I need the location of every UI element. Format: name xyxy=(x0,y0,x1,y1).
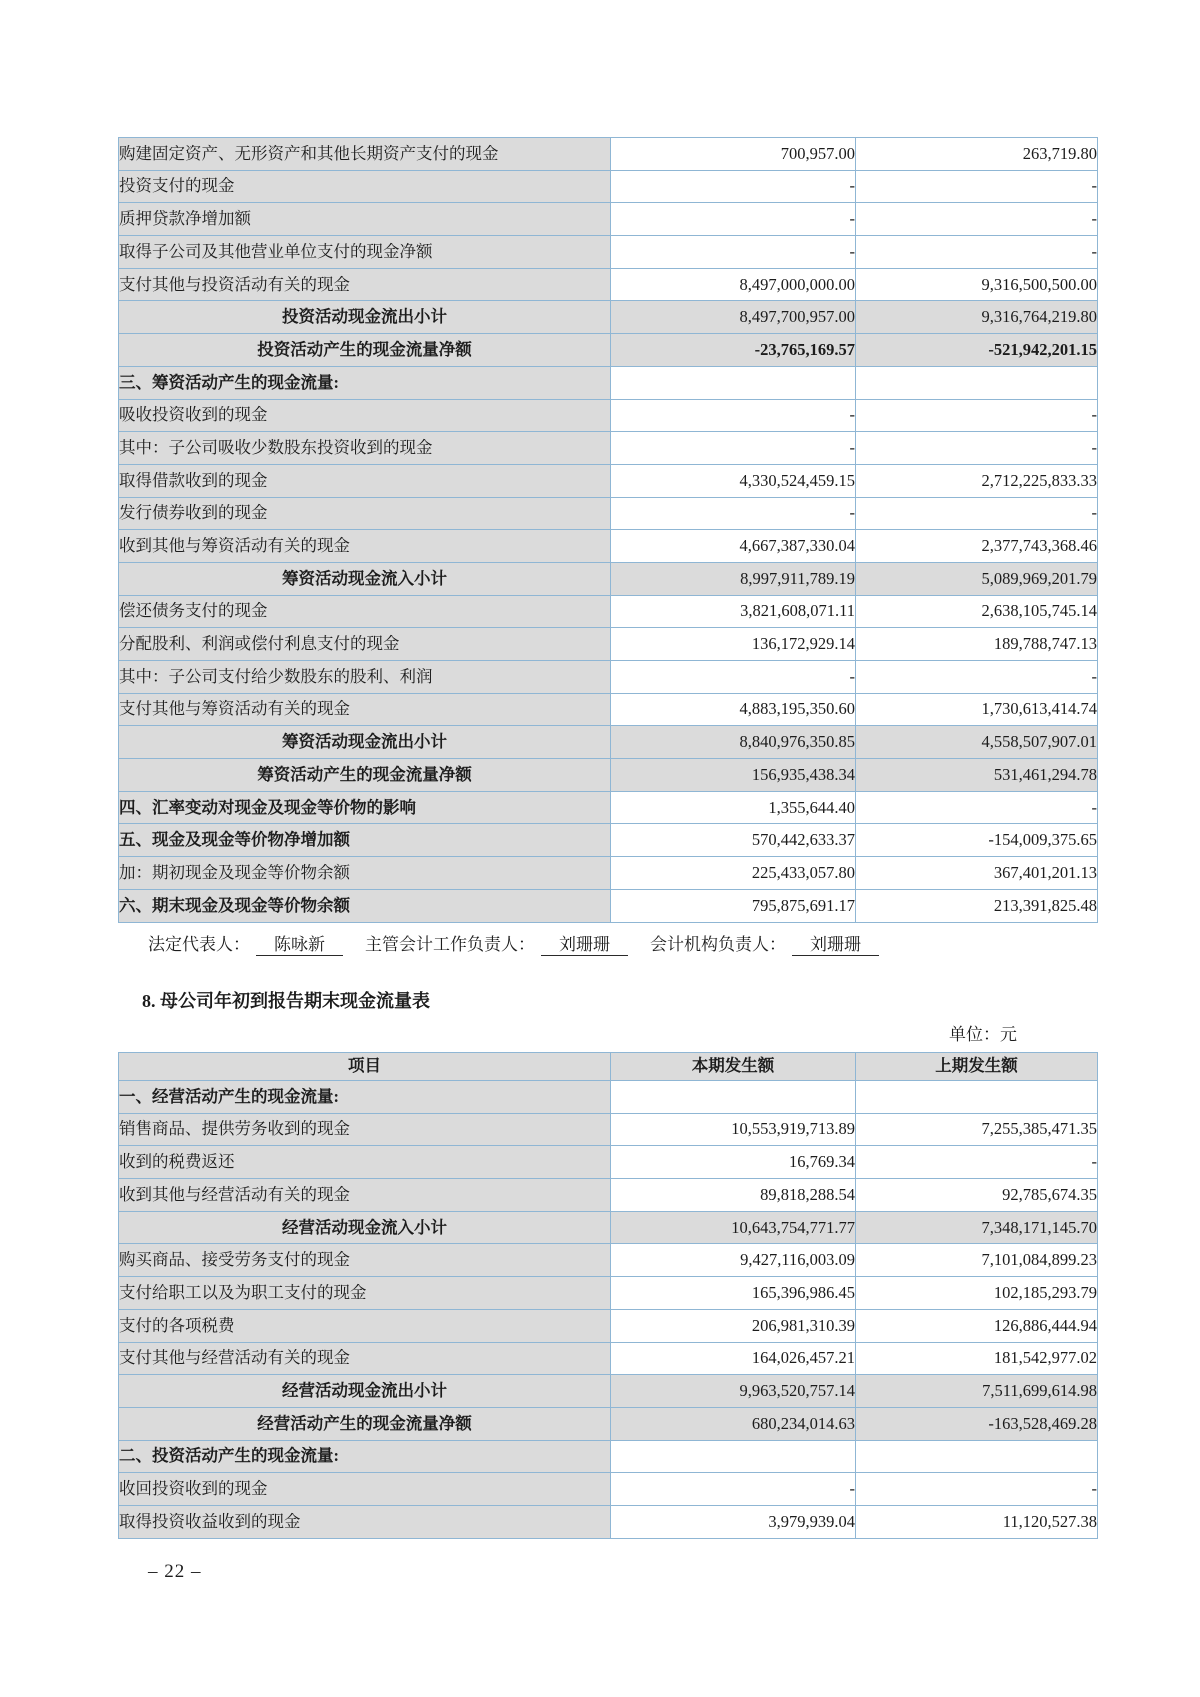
table-row xyxy=(119,857,1098,890)
table-row xyxy=(119,138,1098,171)
current-period-amount-cell: - xyxy=(611,432,856,465)
table-row xyxy=(119,399,1098,432)
current-period-column-header: 本期发生额 xyxy=(611,1053,856,1081)
previous-period-amount-cell: - xyxy=(856,1146,1098,1179)
current-period-amount-cell: - xyxy=(611,1473,856,1506)
current-period-amount-cell: 225,433,057.80 xyxy=(611,857,856,890)
row-label-cell: 收回投资收到的现金 xyxy=(119,1473,611,1506)
row-label-cell: 收到其他与经营活动有关的现金 xyxy=(119,1179,611,1212)
current-period-amount-cell: 700,957.00 xyxy=(611,138,856,171)
table-row xyxy=(119,1407,1098,1440)
current-period-amount-cell: 3,821,608,071.11 xyxy=(611,595,856,628)
current-period-amount-cell: 3,979,939.04 xyxy=(611,1505,856,1538)
table-row xyxy=(119,1342,1098,1375)
page-number: – 22 – xyxy=(148,1561,202,1582)
table-row xyxy=(119,595,1098,628)
table-row xyxy=(119,1211,1098,1244)
previous-period-amount-cell: - xyxy=(856,203,1098,236)
table-row xyxy=(119,432,1098,465)
table-row xyxy=(119,236,1098,269)
previous-period-amount-cell: 2,712,225,833.33 xyxy=(856,464,1098,497)
previous-period-amount-cell: 531,461,294.78 xyxy=(856,759,1098,792)
current-period-amount-cell xyxy=(611,1440,856,1473)
table-row xyxy=(119,170,1098,203)
table-row xyxy=(119,759,1098,792)
previous-period-amount-cell: - xyxy=(856,1473,1098,1506)
row-label-cell: 加：期初现金及现金等价物余额 xyxy=(119,857,611,890)
row-label-cell: 二、投资活动产生的现金流量: xyxy=(119,1440,611,1473)
current-period-amount-cell: 164,026,457.21 xyxy=(611,1342,856,1375)
current-period-amount-cell xyxy=(611,366,856,399)
item-column-header: 项目 xyxy=(119,1053,611,1081)
current-period-amount-cell: - xyxy=(611,497,856,530)
table-row xyxy=(119,301,1098,334)
current-period-amount-cell: 8,497,000,000.00 xyxy=(611,268,856,301)
unit-label: 单位：元 xyxy=(949,1025,1017,1044)
table-row xyxy=(119,1113,1098,1146)
current-period-amount-cell: 136,172,929.14 xyxy=(611,628,856,661)
table-row xyxy=(119,1473,1098,1506)
current-period-amount-cell: 1,355,644.40 xyxy=(611,791,856,824)
cash-flow-table-continued xyxy=(118,137,1098,923)
previous-period-amount-cell: - xyxy=(856,399,1098,432)
current-period-amount-cell: - xyxy=(611,203,856,236)
row-label-cell: 筹资活动产生的现金流量净额 xyxy=(119,759,611,792)
row-label-cell: 取得借款收到的现金 xyxy=(119,464,611,497)
row-label-cell: 一、经营活动产生的现金流量: xyxy=(119,1081,611,1114)
row-label-cell: 四、汇率变动对现金及现金等价物的影响 xyxy=(119,791,611,824)
row-label-cell: 分配股利、利润或偿付利息支付的现金 xyxy=(119,628,611,661)
row-label-cell: 支付给职工以及为职工支付的现金 xyxy=(119,1277,611,1310)
previous-period-amount-cell: 4,558,507,907.01 xyxy=(856,726,1098,759)
row-label-cell: 质押贷款净增加额 xyxy=(119,203,611,236)
legal-representative-label: 法定代表人： xyxy=(148,935,250,954)
previous-period-amount-cell: 7,101,084,899.23 xyxy=(856,1244,1098,1277)
previous-period-amount-cell: - xyxy=(856,432,1098,465)
current-period-amount-cell: 795,875,691.17 xyxy=(611,889,856,922)
row-label-cell: 吸收投资收到的现金 xyxy=(119,399,611,432)
table-row xyxy=(119,1179,1098,1212)
table-row xyxy=(119,628,1098,661)
previous-period-amount-cell: -154,009,375.65 xyxy=(856,824,1098,857)
table-row xyxy=(119,1440,1098,1473)
current-period-amount-cell: - xyxy=(611,170,856,203)
table-row xyxy=(119,530,1098,563)
previous-period-amount-cell: 9,316,764,219.80 xyxy=(856,301,1098,334)
row-label-cell: 取得投资收益收到的现金 xyxy=(119,1505,611,1538)
row-label-cell: 购建固定资产、无形资产和其他长期资产支付的现金 xyxy=(119,138,611,171)
previous-period-amount-cell: -521,942,201.15 xyxy=(856,334,1098,367)
previous-period-amount-cell xyxy=(856,1440,1098,1473)
previous-period-amount-cell: 367,401,201.13 xyxy=(856,857,1098,890)
previous-period-amount-cell: 102,185,293.79 xyxy=(856,1277,1098,1310)
current-period-amount-cell: 4,883,195,350.60 xyxy=(611,693,856,726)
current-period-amount-cell: 680,234,014.63 xyxy=(611,1407,856,1440)
previous-period-amount-cell: 2,377,743,368.46 xyxy=(856,530,1098,563)
current-period-amount-cell xyxy=(611,1081,856,1114)
previous-period-amount-cell: - xyxy=(856,236,1098,269)
row-label-cell: 支付其他与筹资活动有关的现金 xyxy=(119,693,611,726)
current-period-amount-cell: 9,963,520,757.14 xyxy=(611,1375,856,1408)
row-label-cell: 筹资活动现金流出小计 xyxy=(119,726,611,759)
table-header-row xyxy=(119,1053,1098,1081)
previous-period-amount-cell: 181,542,977.02 xyxy=(856,1342,1098,1375)
row-label-cell: 筹资活动现金流入小计 xyxy=(119,562,611,595)
table-row xyxy=(119,366,1098,399)
current-period-amount-cell: 8,997,911,789.19 xyxy=(611,562,856,595)
chief-accountant-label: 主管会计工作负责人： xyxy=(365,935,535,954)
previous-period-amount-cell: 7,348,171,145.70 xyxy=(856,1211,1098,1244)
previous-period-amount-cell xyxy=(856,1081,1098,1114)
row-label-cell: 支付的各项税费 xyxy=(119,1309,611,1342)
table-row xyxy=(119,1505,1098,1538)
previous-period-amount-cell: -163,528,469.28 xyxy=(856,1407,1098,1440)
row-label-cell: 投资活动产生的现金流量净额 xyxy=(119,334,611,367)
previous-period-amount-cell: 92,785,674.35 xyxy=(856,1179,1098,1212)
current-period-amount-cell: 4,667,387,330.04 xyxy=(611,530,856,563)
current-period-amount-cell: 10,553,919,713.89 xyxy=(611,1113,856,1146)
signature-line xyxy=(148,930,901,955)
table-row xyxy=(119,1309,1098,1342)
table-row xyxy=(119,693,1098,726)
row-label-cell: 经营活动现金流入小计 xyxy=(119,1211,611,1244)
table-row xyxy=(119,1244,1098,1277)
table-row xyxy=(119,1375,1098,1408)
parent-company-cash-flow-table xyxy=(118,1052,1098,1539)
row-label-cell: 取得子公司及其他营业单位支付的现金净额 xyxy=(119,236,611,269)
previous-period-amount-cell: - xyxy=(856,791,1098,824)
chief-accountant-name: 刘珊珊 xyxy=(541,935,628,956)
table-row xyxy=(119,661,1098,694)
row-label-cell: 支付其他与经营活动有关的现金 xyxy=(119,1342,611,1375)
current-period-amount-cell: 4,330,524,459.15 xyxy=(611,464,856,497)
table-row xyxy=(119,1081,1098,1114)
current-period-amount-cell: 165,396,986.45 xyxy=(611,1277,856,1310)
row-label-cell: 支付其他与投资活动有关的现金 xyxy=(119,268,611,301)
previous-period-amount-cell: 1,730,613,414.74 xyxy=(856,693,1098,726)
row-label-cell: 其中：子公司吸收少数股东投资收到的现金 xyxy=(119,432,611,465)
previous-period-amount-cell xyxy=(856,366,1098,399)
previous-period-amount-cell: 7,255,385,471.35 xyxy=(856,1113,1098,1146)
row-label-cell: 经营活动现金流出小计 xyxy=(119,1375,611,1408)
row-label-cell: 收到其他与筹资活动有关的现金 xyxy=(119,530,611,563)
table-row xyxy=(119,334,1098,367)
current-period-amount-cell: - xyxy=(611,236,856,269)
previous-period-amount-cell: 263,719.80 xyxy=(856,138,1098,171)
current-period-amount-cell: 156,935,438.34 xyxy=(611,759,856,792)
row-label-cell: 五、现金及现金等价物净增加额 xyxy=(119,824,611,857)
previous-period-column-header: 上期发生额 xyxy=(856,1053,1098,1081)
row-label-cell: 投资活动现金流出小计 xyxy=(119,301,611,334)
table-row xyxy=(119,464,1098,497)
section-heading: 8. 母公司年初到报告期末现金流量表 xyxy=(142,991,430,1011)
previous-period-amount-cell: 2,638,105,745.14 xyxy=(856,595,1098,628)
current-period-amount-cell: -23,765,169.57 xyxy=(611,334,856,367)
table-row xyxy=(119,203,1098,236)
previous-period-amount-cell: 11,120,527.38 xyxy=(856,1505,1098,1538)
previous-period-amount-cell: 5,089,969,201.79 xyxy=(856,562,1098,595)
table-row xyxy=(119,824,1098,857)
accounting-dept-head-name: 刘珊珊 xyxy=(792,935,879,956)
accounting-dept-head-label: 会计机构负责人： xyxy=(650,935,786,954)
current-period-amount-cell: 570,442,633.37 xyxy=(611,824,856,857)
table-row xyxy=(119,726,1098,759)
row-label-cell: 经营活动产生的现金流量净额 xyxy=(119,1407,611,1440)
table-row xyxy=(119,268,1098,301)
row-label-cell: 销售商品、提供劳务收到的现金 xyxy=(119,1113,611,1146)
current-period-amount-cell: 89,818,288.54 xyxy=(611,1179,856,1212)
previous-period-amount-cell: 7,511,699,614.98 xyxy=(856,1375,1098,1408)
table-row xyxy=(119,1146,1098,1179)
table-row xyxy=(119,889,1098,922)
current-period-amount-cell: 8,497,700,957.00 xyxy=(611,301,856,334)
row-label-cell: 其中：子公司支付给少数股东的股利、利润 xyxy=(119,661,611,694)
table-row xyxy=(119,1277,1098,1310)
table-row xyxy=(119,562,1098,595)
row-label-cell: 六、期末现金及现金等价物余额 xyxy=(119,889,611,922)
current-period-amount-cell: 206,981,310.39 xyxy=(611,1309,856,1342)
previous-period-amount-cell: 9,316,500,500.00 xyxy=(856,268,1098,301)
previous-period-amount-cell: - xyxy=(856,497,1098,530)
legal-representative-name: 陈咏新 xyxy=(256,935,343,956)
row-label-cell: 购买商品、接受劳务支付的现金 xyxy=(119,1244,611,1277)
current-period-amount-cell: - xyxy=(611,661,856,694)
row-label-cell: 投资支付的现金 xyxy=(119,170,611,203)
previous-period-amount-cell: - xyxy=(856,170,1098,203)
current-period-amount-cell: 10,643,754,771.77 xyxy=(611,1211,856,1244)
current-period-amount-cell: 8,840,976,350.85 xyxy=(611,726,856,759)
current-period-amount-cell: 9,427,116,003.09 xyxy=(611,1244,856,1277)
previous-period-amount-cell: 189,788,747.13 xyxy=(856,628,1098,661)
previous-period-amount-cell: 126,886,444.94 xyxy=(856,1309,1098,1342)
previous-period-amount-cell: - xyxy=(856,661,1098,694)
previous-period-amount-cell: 213,391,825.48 xyxy=(856,889,1098,922)
row-label-cell: 收到的税费返还 xyxy=(119,1146,611,1179)
table-row xyxy=(119,497,1098,530)
current-period-amount-cell: - xyxy=(611,399,856,432)
table-row xyxy=(119,791,1098,824)
row-label-cell: 偿还债务支付的现金 xyxy=(119,595,611,628)
row-label-cell: 发行债券收到的现金 xyxy=(119,497,611,530)
row-label-cell: 三、筹资活动产生的现金流量: xyxy=(119,366,611,399)
current-period-amount-cell: 16,769.34 xyxy=(611,1146,856,1179)
